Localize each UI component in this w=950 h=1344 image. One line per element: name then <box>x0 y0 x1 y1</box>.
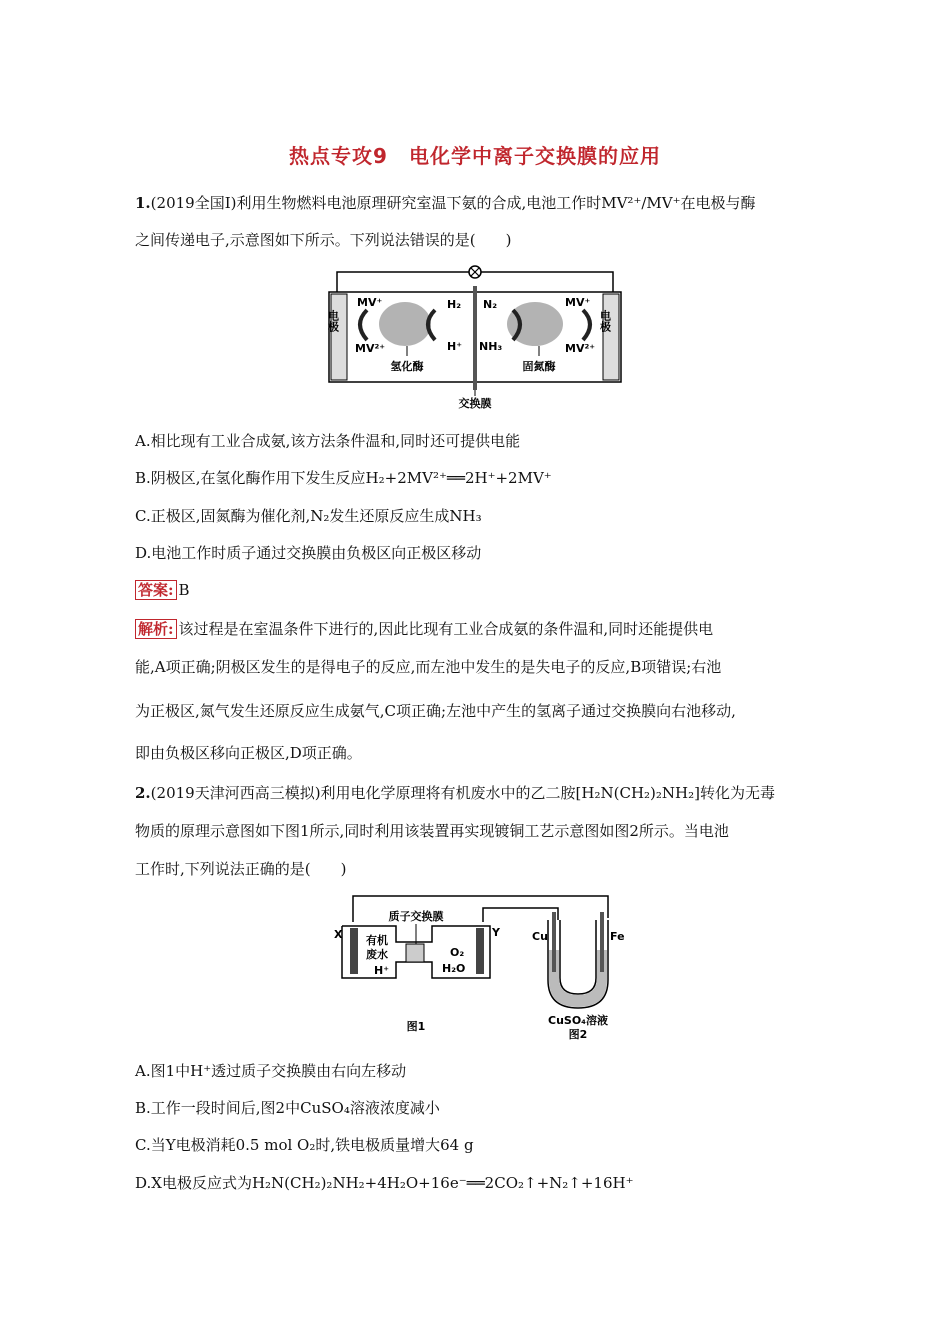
membrane-label: 交换膜 <box>458 397 492 410</box>
cu-label: Cu <box>532 930 548 943</box>
answer-value: B <box>178 581 190 599</box>
proton-membrane <box>406 944 424 962</box>
right-electrode-label: 电极 <box>598 310 612 332</box>
q2-stem-line2: 物质的原理示意图如下图1所示,同时利用该装置再实现镀铜工艺示意图如图2所示。当电池 <box>135 822 729 840</box>
q2-h-plus: H⁺ <box>374 964 390 977</box>
q2-stem-text1: (2019天津河西高三模拟)利用电化学原理将有机废水中的乙二胺[H₂N(CH₂)₂NH₂]转化为无毒 <box>150 784 775 802</box>
q1-stem-line2: 之间传递电子,示意图如下所示。下列说法错误的是( ) <box>135 231 512 249</box>
nitrogenase-label: 固氮酶 <box>522 360 556 373</box>
q1-mv-plus-left: MV⁺ <box>357 296 383 309</box>
q1-option-c: C.正极区,固氮酶为催化剂,N₂发生还原反应生成NH₃ <box>135 507 482 525</box>
q1-analysis-line3: 为正极区,氮气发生还原反应生成氨气,C项正确;左池中产生的氢离子通过交换膜向右池移动, <box>135 702 736 720</box>
q1-analysis-line2: 能,A项正确;阴极区发生的是得电子的反应,而左池中发生的是失电子的反应,B项错误;右池 <box>135 658 722 676</box>
q1-analysis-line4: 即由负极区移向正极区,D项正确。 <box>135 744 362 762</box>
q2-h2o: H₂O <box>442 962 466 975</box>
q1-stem-text1: (2019全国Ⅰ)利用生物燃料电池原理研究室温下氨的合成,电池工作时MV²⁺/MV⁺在电极与酶 <box>150 194 756 212</box>
analysis-label: 解析: <box>135 619 177 639</box>
analysis-text1: 该过程是在室温条件下进行的,因此比现有工业合成氨的条件温和,同时还能提供电 <box>178 620 714 638</box>
q1-n2: N₂ <box>483 298 498 311</box>
q1-analysis-line1 <box>135 618 825 639</box>
q1-mv-2plus-right: MV²⁺ <box>565 342 596 355</box>
page-title: 热点专攻9 电化学中离子交换膜的应用 <box>289 144 661 168</box>
hydrogenase-blob <box>379 302 431 346</box>
q2-o2: O₂ <box>450 946 465 959</box>
q1-stem-line1 <box>135 192 825 213</box>
q1-figure <box>325 262 625 412</box>
fig1-label: 图1 <box>406 1020 426 1033</box>
q1-option-a: A.相比现有工业合成氨,该方法条件温和,同时还可提供电能 <box>135 432 521 450</box>
q1-nh3: NH₃ <box>479 340 503 353</box>
q1-h2: H₂ <box>447 298 462 311</box>
q1-mv-2plus-left: MV²⁺ <box>355 342 386 355</box>
exchange-membrane <box>473 286 477 390</box>
cu-electrode <box>552 912 556 972</box>
right-electrode <box>603 294 619 380</box>
q1-option-d: D.电池工作时质子通过交换膜由负极区向正极区移动 <box>135 544 482 562</box>
fe-label: Fe <box>610 930 625 943</box>
x-label: X <box>334 928 343 941</box>
answer-label: 答案: <box>135 580 177 600</box>
q1-answer <box>135 580 825 600</box>
q2-option-d: D.X电极反应式为H₂N(CH₂)₂NH₂+4H₂O+16e⁻══2CO₂↑+N₂↑+16H⁺ <box>135 1174 634 1192</box>
q1-mv-plus-right: MV⁺ <box>565 296 591 309</box>
x-electrode <box>350 928 358 974</box>
q2-figure <box>328 890 628 1040</box>
q2-option-c: C.当Y电极消耗0.5 mol O₂时,铁电极质量增大64 g <box>135 1136 474 1154</box>
q2-membrane-label: 质子交换膜 <box>388 910 444 923</box>
q2-option-b: B.工作一段时间后,图2中CuSO₄溶液浓度减小 <box>135 1099 440 1117</box>
y-label: Y <box>492 926 500 939</box>
q2-number: 2. <box>135 784 151 802</box>
q2-stem-line1 <box>135 782 825 803</box>
q2-option-a: A.图1中H⁺透过质子交换膜由右向左移动 <box>135 1062 407 1080</box>
left-electrode <box>331 294 347 380</box>
fig2-label: 图2 <box>568 1028 588 1040</box>
waste-label1: 有机 <box>366 934 388 947</box>
waste-label2: 废水 <box>366 948 388 961</box>
hydrogenase-label: 氢化酶 <box>390 360 424 373</box>
q1-h-plus: H⁺ <box>447 340 463 353</box>
q1-option-b: B.阴极区,在氢化酶作用下发生反应H₂+2MV²⁺══2H⁺+2MV⁺ <box>135 469 552 487</box>
left-electrode-label: 电极 <box>326 310 340 332</box>
fe-electrode <box>600 912 604 972</box>
y-electrode <box>476 928 484 974</box>
q1-number: 1. <box>135 194 151 212</box>
solution-label: CuSO₄溶液 <box>548 1014 608 1027</box>
q2-stem-line3: 工作时,下列说法正确的是( ) <box>135 860 347 878</box>
